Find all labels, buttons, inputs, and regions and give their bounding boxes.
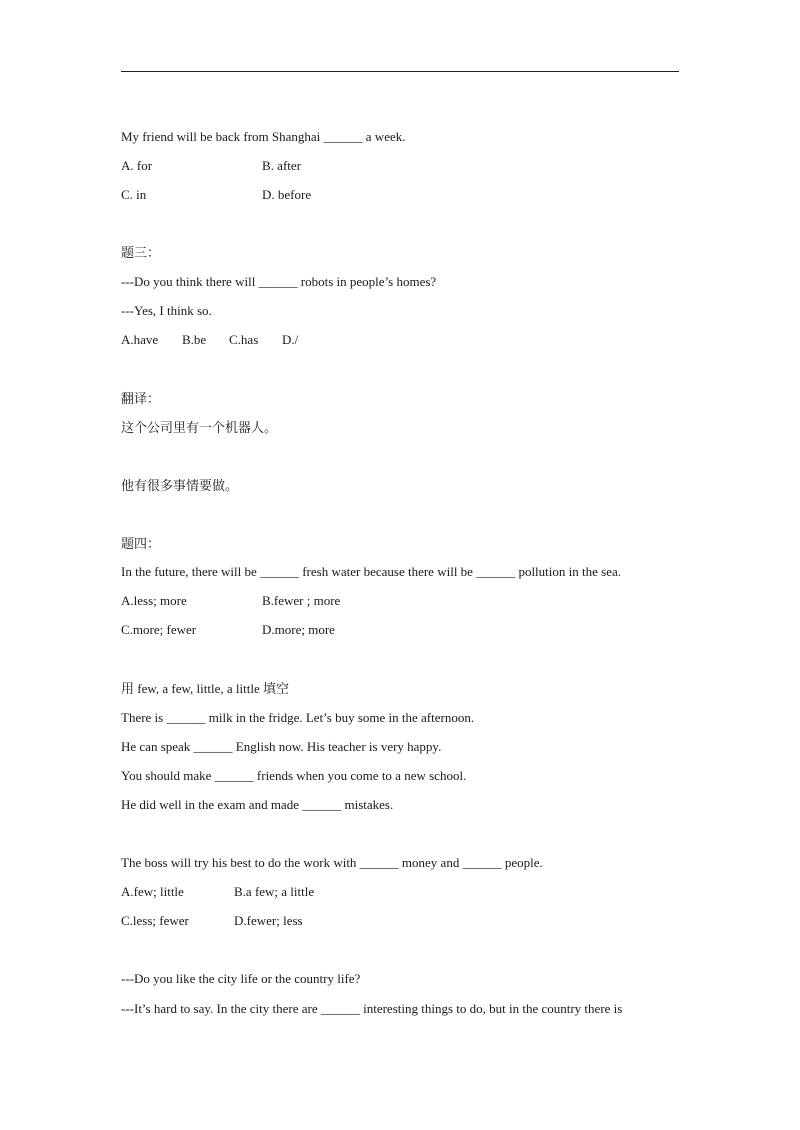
q4-option-c: C.more; fewer [121, 622, 197, 637]
translate-heading: 翻译： [121, 391, 161, 406]
translate-sentence-1: 这个公司里有一个机器人。 [121, 420, 278, 435]
q4-option-a: A.less; more [121, 593, 187, 608]
q3-option-b: B.be [182, 332, 207, 347]
q6-line2: ---It’s hard to say. In the city there are ______ interesting things to do, but in the country there is [121, 1001, 623, 1016]
q5-option-c: C.less; fewer [121, 913, 189, 928]
q1-option-a: A. for [121, 158, 153, 173]
q5-stem: The boss will try his best to do the work with ______ money and ______ people. [121, 855, 543, 870]
q4-stem: In the future, there will be ______ fresh water because there will be ______ pollution in the sea. [121, 564, 621, 579]
fill-sentence-3: You should make ______ friends when you come to a new school. [121, 768, 467, 783]
fill-heading: 用 few, a few, little, a little 填空 [121, 681, 289, 696]
q3-option-c: C.has [229, 332, 259, 347]
q1-stem: My friend will be back from Shanghai ______ a week. [121, 129, 406, 144]
fill-sentence-4: He did well in the exam and made ______ mistakes. [121, 797, 394, 812]
header-rule [121, 71, 679, 72]
q5-option-d: D.fewer; less [234, 913, 303, 928]
q6-line1: ---Do you like the city life or the country life? [121, 971, 361, 986]
translate-sentence-2: 他有很多事情要做。 [121, 478, 239, 493]
q3-heading: 题三： [121, 245, 161, 260]
fill-sentence-1: There is ______ milk in the fridge. Let’s buy some in the afternoon. [121, 710, 475, 725]
q5-option-a: A.few; little [121, 884, 184, 899]
fill-sentence-2: He can speak ______ English now. His teacher is very happy. [121, 739, 442, 754]
q1-option-c: C. in [121, 187, 147, 202]
q5-option-b: B.a few; a little [234, 884, 315, 899]
q1-option-b: B. after [262, 158, 301, 173]
q4-option-b: B.fewer ; more [262, 593, 341, 608]
q4-option-d: D.more; more [262, 622, 335, 637]
q3-option-a: A.have [121, 332, 159, 347]
q4-heading: 题四： [121, 536, 161, 551]
q3-line1: ---Do you think there will ______ robots in people’s homes? [121, 274, 437, 289]
q1-option-d: D. before [262, 187, 312, 202]
q3-option-d: D./ [282, 332, 299, 347]
q3-line2: ---Yes, I think so. [121, 303, 212, 318]
